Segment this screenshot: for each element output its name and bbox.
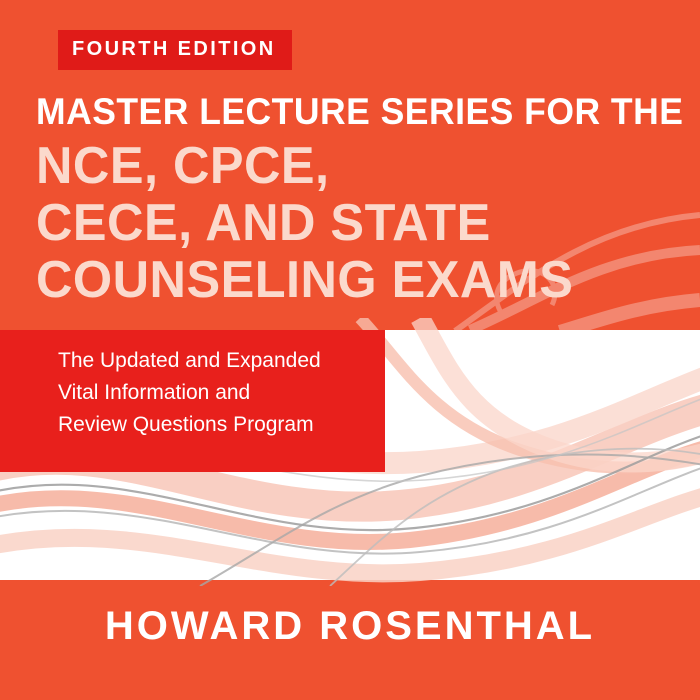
title-lines-secondary bbox=[36, 138, 676, 309]
subtitle-line-3: Review Questions Program bbox=[58, 413, 314, 436]
title-line-4: COUNSELING EXAMS bbox=[36, 251, 574, 309]
edition-badge: FOURTH EDITION bbox=[58, 30, 292, 70]
subtitle-line-1: The Updated and Expanded bbox=[58, 349, 321, 372]
title-line-3: CECE, AND STATE bbox=[36, 194, 491, 252]
title-line-primary: MASTER LECTURE SERIES FOR THE bbox=[36, 91, 684, 132]
title-line-2: NCE, CPCE, bbox=[36, 137, 330, 195]
subtitle-text bbox=[58, 345, 388, 441]
subtitle-line-2: Vital Information and bbox=[58, 381, 251, 404]
author-name: HOWARD ROSENTHAL bbox=[104, 604, 596, 648]
